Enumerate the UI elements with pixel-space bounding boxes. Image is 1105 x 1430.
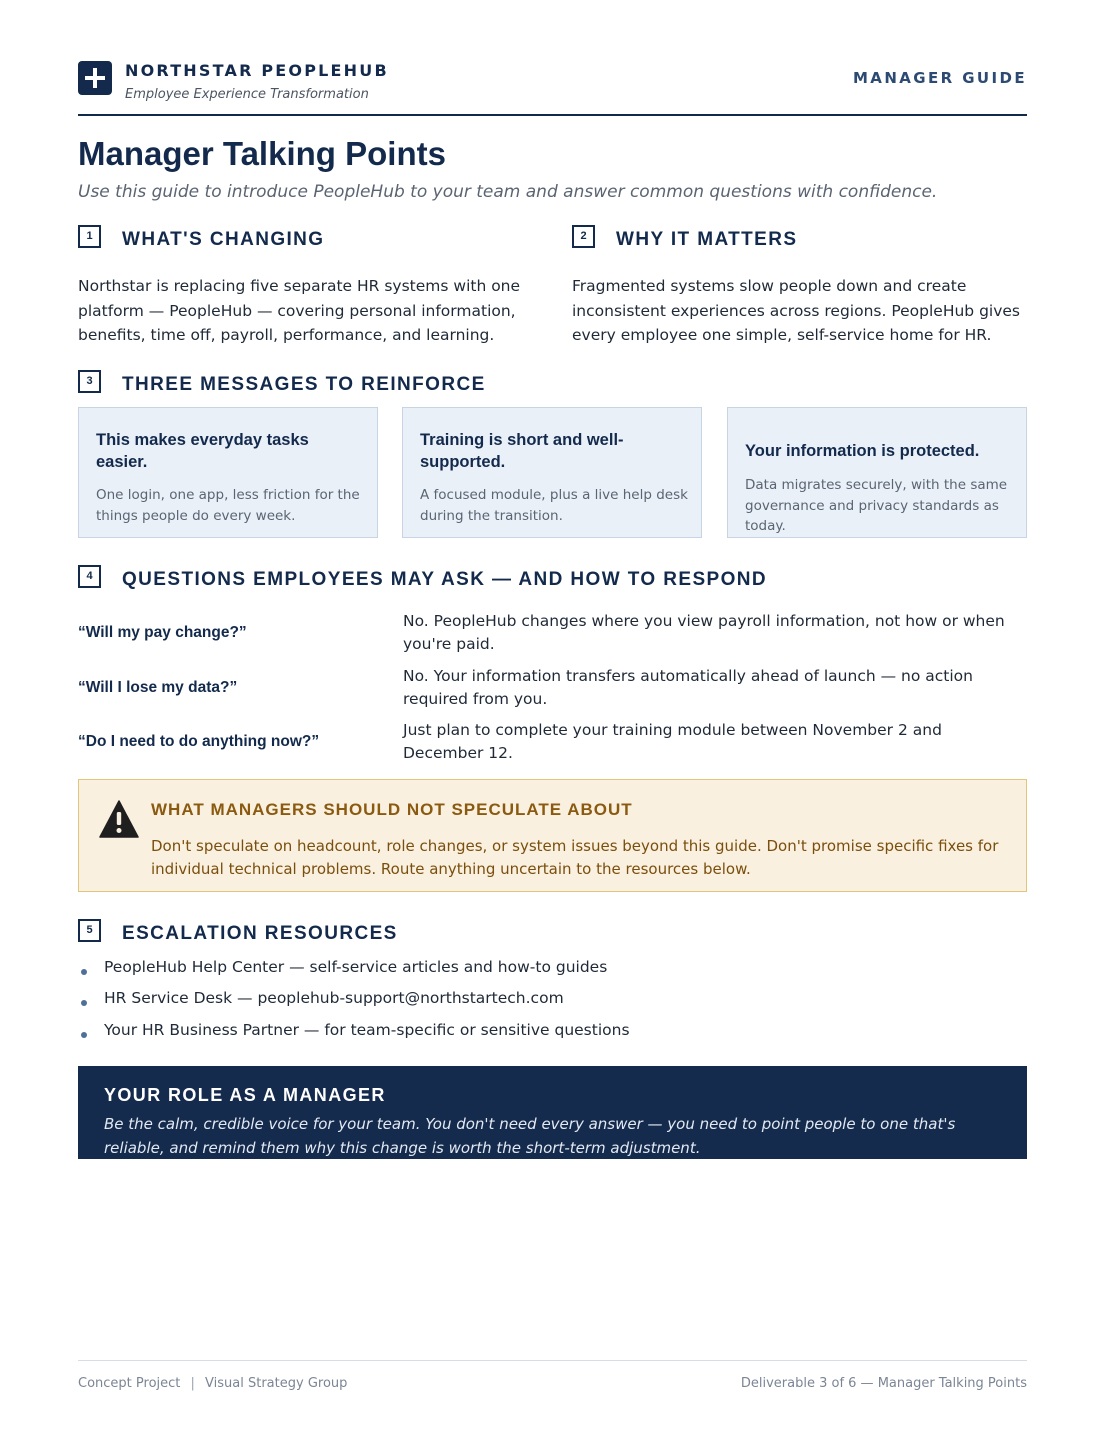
page-title: Manager Talking Points <box>78 135 446 172</box>
brand-tagline: Employee Experience Transformation <box>125 87 369 102</box>
message-card-title: This makes everyday tasks easier. <box>96 431 309 471</box>
section-title: WHAT'S CHANGING <box>122 229 325 250</box>
footer-separator: | <box>190 1376 195 1391</box>
employee-question: “Will I lose my data?” <box>78 679 238 696</box>
bullet-icon <box>81 1032 87 1038</box>
qa-row <box>78 610 1027 660</box>
section-title: THREE MESSAGES TO REINFORCE <box>122 374 486 395</box>
employee-question: “Do I need to do anything now?” <box>78 733 320 750</box>
manager-response: No. Your information transfers automatically ahead of launch — no action required from you. <box>403 667 973 708</box>
resource-item <box>78 957 1027 981</box>
message-card-body: A focused module, plus a live help desk during the transition. <box>420 487 688 524</box>
message-card-title: Your information is protected. <box>745 442 980 460</box>
resource-text: Your HR Business Partner — for team-specific or sensitive questions <box>104 1021 630 1039</box>
section-number: 1 <box>78 225 101 248</box>
message-card-title: Training is short and well-supported. <box>420 431 624 471</box>
manager-response: No. PeopleHub changes where you view payroll information, not how or when you're paid. <box>403 612 1005 653</box>
footer-project: Concept Project <box>78 1376 181 1391</box>
document-page <box>78 0 1027 1430</box>
warning-icon <box>99 800 139 842</box>
bullet-icon <box>81 969 87 975</box>
section-heading-three-messages <box>78 370 778 398</box>
section-title: WHY IT MATTERS <box>616 229 798 250</box>
section-number: 5 <box>78 919 101 942</box>
role-title: YOUR ROLE AS A MANAGER <box>104 1085 386 1105</box>
employee-question: “Will my pay change?” <box>78 624 247 641</box>
footer-left <box>78 1376 347 1391</box>
warning-text: Don't speculate on headcount, role changes, or system issues beyond this guide. Don't promise specific fixes for individual technical problems. Route anything uncertain to the resources below. <box>151 837 999 878</box>
message-card <box>402 407 702 538</box>
section-heading-why-it-matters <box>572 225 1027 253</box>
section-number: 2 <box>572 225 595 248</box>
section-number: 3 <box>78 370 101 393</box>
message-card <box>78 407 378 538</box>
section-title: ESCALATION RESOURCES <box>122 923 398 944</box>
manager-role-callout <box>78 1066 1027 1159</box>
section-number: 4 <box>78 565 101 588</box>
qa-row <box>78 719 1027 769</box>
section-title: QUESTIONS EMPLOYEES MAY ASK — AND HOW TO RESPOND <box>122 569 768 590</box>
brand-name: NORTHSTAR PEOPLEHUB <box>125 61 389 80</box>
message-card <box>727 407 1027 538</box>
page-subtitle: Use this guide to introduce PeopleHub to your team and answer common questions with confidence. <box>78 182 938 202</box>
resource-text: HR Service Desk — peoplehub-support@northstartech.com <box>104 989 564 1007</box>
section-heading-whats-changing <box>78 225 528 253</box>
bullet-icon <box>81 1000 87 1006</box>
page-header <box>78 60 1027 116</box>
resource-text: PeopleHub Help Center — self-service articles and how-to guides <box>104 958 608 976</box>
manager-response: Just plan to complete your training module between November 2 and December 12. <box>403 721 942 762</box>
speculation-warning <box>78 779 1027 892</box>
plus-icon <box>78 61 112 95</box>
resource-item <box>78 988 1027 1012</box>
section-heading-questions <box>78 565 1027 593</box>
qa-row <box>78 665 1027 715</box>
document-type-label: MANAGER GUIDE <box>852 69 1027 87</box>
warning-title: WHAT MANAGERS SHOULD NOT SPECULATE ABOUT <box>151 800 633 819</box>
resource-item <box>78 1020 1027 1044</box>
footer-group: Visual Strategy Group <box>205 1376 348 1391</box>
page-footer <box>78 1360 1027 1391</box>
section-heading-escalation <box>78 919 678 947</box>
role-text: Be the calm, credible voice for your team. You don't need every answer — you need to point people to one that's reliable, and remind them why this change is worth the short-term adjustment. <box>104 1115 956 1157</box>
footer-deliverable: Deliverable 3 of 6 — Manager Talking Points <box>740 1376 1027 1391</box>
why-it-matters-text: Fragmented systems slow people down and create inconsistent experiences across regions. PeopleHub gives every employee one simple, self-service home for HR. <box>572 277 1021 344</box>
message-card-body: Data migrates securely, with the same governance and privacy standards as today. <box>745 477 1008 534</box>
whats-changing-text: Northstar is replacing five separate HR systems with one platform — PeopleHub — covering personal information, benefits, time off, payroll, performance, and learning. <box>78 277 521 344</box>
message-card-body: One login, one app, less friction for the things people do every week. <box>96 487 360 524</box>
